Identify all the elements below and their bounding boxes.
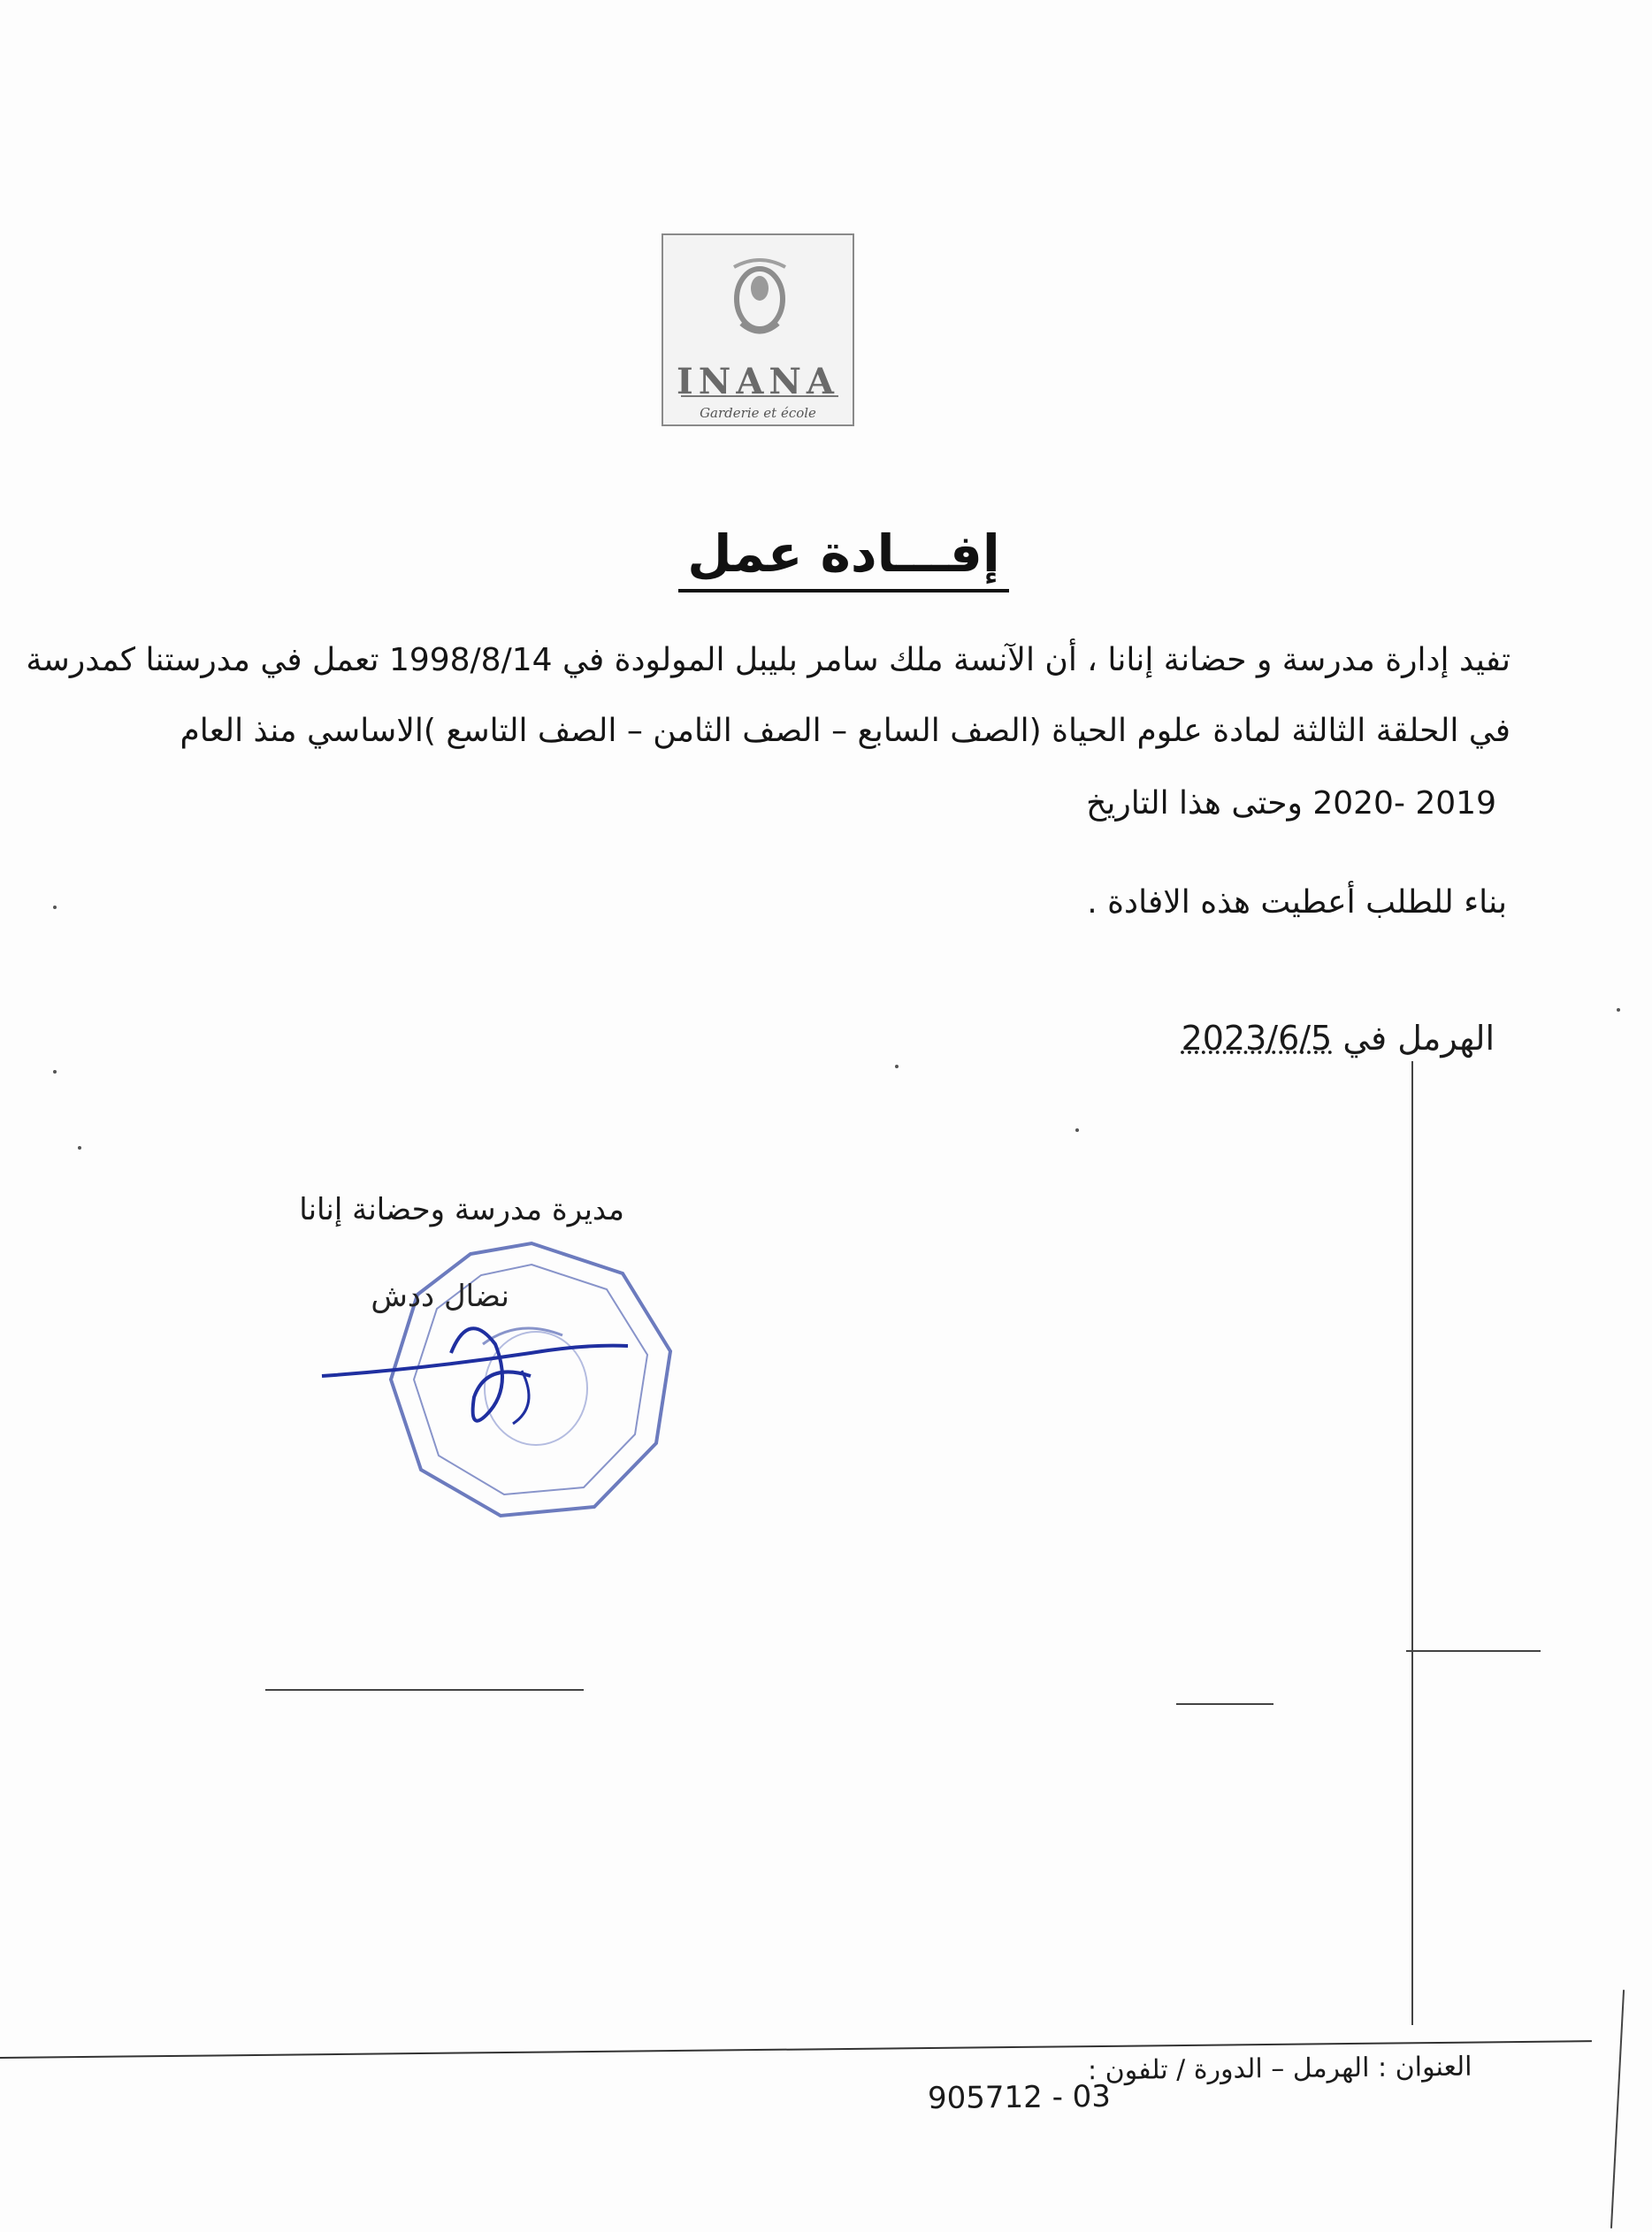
scan-speck xyxy=(895,1065,899,1068)
paragraph-line-1: تفيد إدارة مدرسة و حضانة إنانا ، أن الآنسة ملك سامر بليبل المولودة في 1998/8/14 تعمل في مدرستنا كمدرسة xyxy=(26,642,1511,678)
place-date-line xyxy=(1182,1019,1495,1058)
handwritten-signature-icon xyxy=(318,1291,654,1450)
scan-speck xyxy=(1075,1128,1079,1132)
school-logo xyxy=(662,233,854,426)
document-title-text: إفـــادة عمل xyxy=(678,524,1009,592)
document-title xyxy=(0,524,1652,592)
footer-address: العنوان : الهرمل – الدورة / تلفون : xyxy=(1087,2051,1472,2087)
signer-name: نضال ددش xyxy=(371,1279,509,1314)
scan-artifact-line xyxy=(265,1689,584,1691)
paragraph-line-2: في الحلقة الثالثة لمادة علوم الحياة (الصف السابع – الصف الثامن – الصف التاسع )الاساسي منذ العام xyxy=(180,713,1511,749)
signer-title: مديرة مدرسة وحضانة إنانا xyxy=(299,1192,624,1227)
scan-artifact-line xyxy=(1406,1650,1541,1652)
scan-artifact-line xyxy=(1176,1703,1273,1705)
footer-phone: 03 - 905712 xyxy=(927,2078,1112,2117)
scan-speck xyxy=(53,1070,57,1074)
scan-edge-line xyxy=(1610,1990,1625,2228)
scan-speck xyxy=(78,1146,81,1150)
issue-date: 2023/6/5 xyxy=(1181,1019,1333,1058)
place-label: الهرمل في xyxy=(1342,1019,1495,1058)
scan-edge-line xyxy=(1411,1061,1413,2025)
paragraph-line-3: 2019 -2020 وحتى هذا التاريخ xyxy=(1086,785,1496,822)
logo-tagline: Garderie et école xyxy=(700,405,816,421)
scan-speck xyxy=(53,906,57,909)
scan-speck xyxy=(1617,1008,1620,1012)
logo-name: INANA xyxy=(677,361,839,402)
closing-line: بناء للطلب أعطيت هذه الافادة . xyxy=(1087,884,1507,921)
